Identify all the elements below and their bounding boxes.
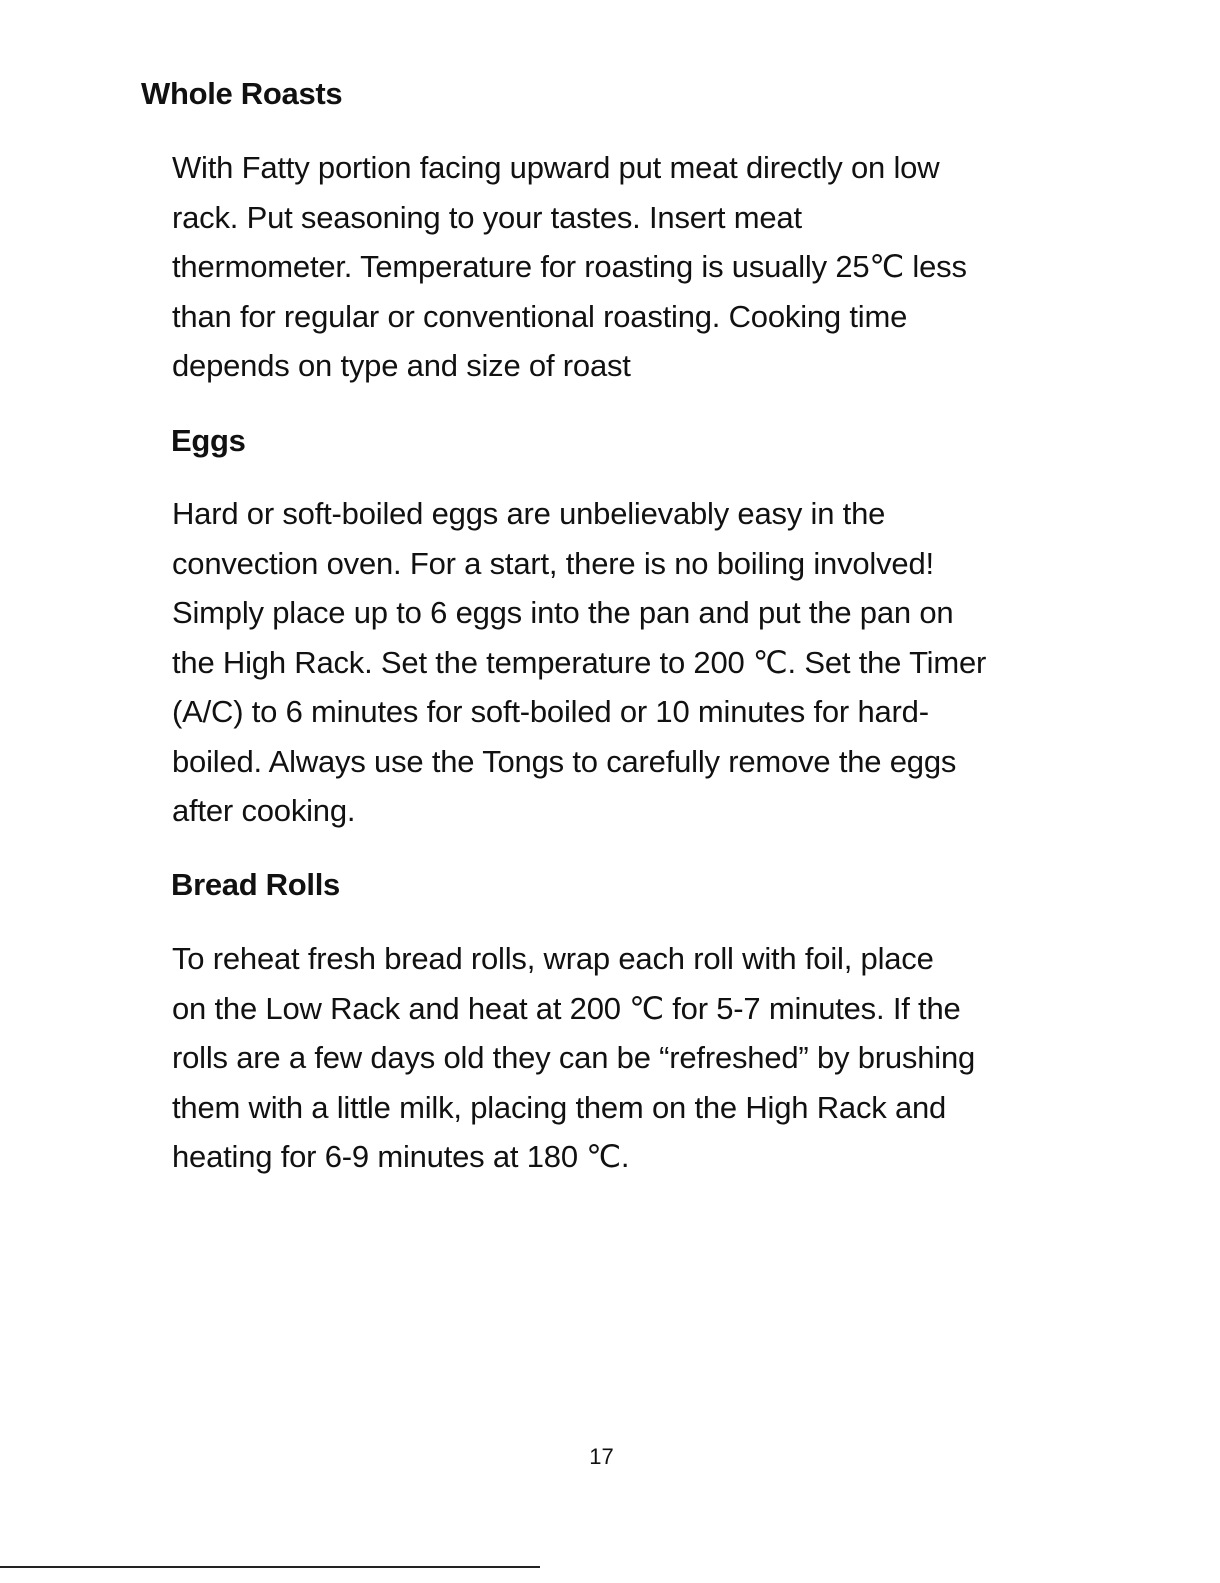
- body-line: boiled. Always use the Tongs to carefully remove the eggs: [172, 743, 957, 779]
- section-heading-eggs: Eggs: [171, 423, 246, 458]
- section-heading-bread-rolls: Bread Rolls: [171, 867, 340, 902]
- body-line: the High Rack. Set the temperature to 200 ℃. Set the Timer: [172, 644, 987, 680]
- body-line: To reheat fresh bread rolls, wrap each roll with foil, place: [172, 941, 934, 976]
- body-line: (A/C) to 6 minutes for soft-boiled or 10 minutes for hard-: [172, 694, 929, 729]
- body-line: convection oven. For a start, there is no boiling involved!: [172, 545, 934, 581]
- body-line: rack. Put seasoning to your tastes. Insert meat: [172, 199, 802, 235]
- body-line: thermometer. Temperature for roasting is usually 25℃ less: [172, 249, 967, 284]
- page-number: 17: [589, 1444, 614, 1469]
- section-body-eggs: [172, 489, 1072, 836]
- section-body-whole-roasts: [172, 143, 1072, 391]
- body-line: depends on type and size of roast: [172, 348, 631, 383]
- body-line: heating for 6-9 minutes at 180 ℃.: [172, 1139, 630, 1174]
- body-line: rolls are a few days old they can be “refreshed” by brushing: [172, 1040, 976, 1075]
- bottom-divider: [0, 1566, 540, 1568]
- body-line: than for regular or conventional roasting. Cooking time: [172, 298, 908, 334]
- body-line: on the Low Rack and heat at 200 ℃ for 5-7 minutes. If the: [172, 990, 961, 1026]
- body-line: Hard or soft-boiled eggs are unbelievably easy in the: [172, 496, 886, 531]
- body-line: With Fatty portion facing upward put meat directly on low: [172, 150, 940, 185]
- body-line: them with a little milk, placing them on the High Rack and: [172, 1089, 947, 1125]
- section-body-bread-rolls: [172, 934, 1072, 1182]
- body-line: Simply place up to 6 eggs into the pan and put the pan on: [172, 595, 954, 630]
- body-line: after cooking.: [172, 793, 356, 828]
- section-heading-whole-roasts: Whole Roasts: [141, 76, 343, 111]
